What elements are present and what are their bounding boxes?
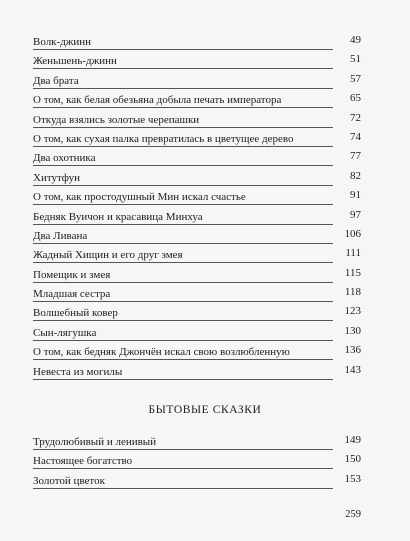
toc-entry bbox=[33, 51, 361, 70]
toc-entry-title: О том, как бедняк Джончён искал свою возлюбленную bbox=[33, 346, 290, 359]
toc-rule bbox=[33, 127, 333, 128]
toc-entry-title: Жадный Хищин и его друг змея bbox=[33, 249, 183, 262]
toc-entry bbox=[33, 110, 361, 129]
toc-rule bbox=[33, 204, 333, 205]
toc-entry bbox=[33, 90, 361, 109]
section-heading: БЫТОВЫЕ СКАЗКИ bbox=[148, 404, 262, 416]
toc-entry-page: 130 bbox=[344, 324, 361, 337]
toc-entry-title: Младшая сестра bbox=[33, 288, 111, 301]
page-number: 259 bbox=[345, 509, 361, 520]
toc-entry bbox=[33, 187, 361, 206]
toc-rule bbox=[33, 88, 333, 89]
toc-rule bbox=[33, 243, 333, 244]
toc-entry-page: 153 bbox=[344, 472, 361, 485]
toc-entry bbox=[33, 168, 361, 187]
toc-entry-page: 77 bbox=[350, 150, 361, 163]
toc-entry-page: 143 bbox=[344, 363, 361, 376]
toc-entry-title: Женьшень-джинн bbox=[33, 55, 117, 68]
toc-entry bbox=[33, 303, 361, 322]
toc-entry bbox=[33, 32, 361, 51]
toc-entry-page: 115 bbox=[344, 266, 361, 279]
toc-entry-page: 49 bbox=[350, 34, 361, 46]
toc-entry bbox=[33, 342, 361, 361]
toc-entry-title: О том, как сухая палка превратилась в цветущее дерево bbox=[33, 132, 294, 145]
toc-rule bbox=[33, 320, 333, 321]
toc-rule bbox=[33, 359, 333, 360]
toc-entry-title: Бедняк Вуичон и красавица Минхуа bbox=[33, 210, 203, 223]
toc-entry bbox=[33, 471, 361, 490]
toc-entry-title: Невеста из могилы bbox=[33, 365, 123, 378]
toc-entry-title: Помещик и змея bbox=[33, 268, 111, 281]
toc-entry-page: 51 bbox=[350, 53, 361, 66]
toc-entry bbox=[33, 362, 361, 381]
toc-entry-title: Волшебный ковер bbox=[33, 307, 118, 320]
toc-entry bbox=[33, 451, 361, 470]
toc-entry-title: Хитутфун bbox=[33, 171, 81, 184]
table-of-contents bbox=[33, 32, 361, 381]
toc-entry bbox=[33, 148, 361, 167]
toc-entry bbox=[33, 432, 361, 451]
toc-entry-title: Два брата bbox=[33, 74, 79, 87]
toc-entry-page: 57 bbox=[350, 72, 361, 85]
toc-entry-page: 65 bbox=[350, 92, 361, 105]
table-of-contents-everyday-tales bbox=[33, 432, 361, 490]
toc-entry bbox=[33, 284, 361, 303]
toc-entry-title: Сын-лягушка bbox=[33, 326, 97, 339]
toc-entry-title: Два охотника bbox=[33, 152, 96, 165]
toc-rule bbox=[33, 282, 333, 283]
toc-rule bbox=[33, 49, 333, 50]
toc-entry-page: 150 bbox=[344, 453, 361, 466]
toc-entry-page: 106 bbox=[344, 227, 361, 240]
toc-entry bbox=[33, 71, 361, 90]
toc-entry-page: 149 bbox=[344, 434, 361, 446]
toc-entry-title: Золотой цветок bbox=[33, 474, 105, 487]
toc-rule bbox=[33, 449, 333, 450]
toc-entry-page: 82 bbox=[350, 169, 361, 182]
toc-entry bbox=[33, 226, 361, 245]
toc-entry-page: 136 bbox=[344, 344, 361, 357]
toc-entry bbox=[33, 207, 361, 226]
toc-entry-title: Волк-джинн bbox=[33, 36, 92, 48]
toc-entry-page: 123 bbox=[344, 305, 361, 318]
toc-rule bbox=[33, 146, 333, 147]
toc-entry-page: 118 bbox=[344, 286, 361, 299]
toc-entry-title: Настоящее богатство bbox=[33, 455, 133, 468]
toc-rule bbox=[33, 185, 333, 186]
toc-entry-page: 91 bbox=[350, 189, 361, 202]
toc-entry-title: Откуда взялись золотые черепашки bbox=[33, 113, 200, 126]
toc-entry-title: О том, как простодушный Мин искал счастье bbox=[33, 191, 246, 204]
toc-entry bbox=[33, 129, 361, 148]
toc-entry-page: 74 bbox=[350, 130, 361, 143]
toc-entry-title: О том, как белая обезьяна добыла печать императора bbox=[33, 94, 282, 107]
toc-rule bbox=[33, 262, 333, 263]
toc-rule bbox=[33, 224, 333, 225]
toc-entry-title: Трудолюбивый и ленивый bbox=[33, 436, 157, 448]
toc-entry-page: 111 bbox=[345, 247, 361, 260]
toc-entry bbox=[33, 323, 361, 342]
toc-rule bbox=[33, 68, 333, 69]
toc-rule bbox=[33, 165, 333, 166]
toc-rule bbox=[33, 340, 333, 341]
toc-entry-title: Два Ливана bbox=[33, 229, 88, 242]
toc-rule bbox=[33, 488, 333, 489]
toc-rule bbox=[33, 468, 333, 469]
toc-rule bbox=[33, 379, 333, 380]
toc-entry bbox=[33, 245, 361, 264]
toc-entry-page: 72 bbox=[350, 111, 361, 124]
toc-rule bbox=[33, 301, 333, 302]
toc-rule bbox=[33, 107, 333, 108]
toc-entry-page: 97 bbox=[350, 208, 361, 221]
toc-entry bbox=[33, 265, 361, 284]
